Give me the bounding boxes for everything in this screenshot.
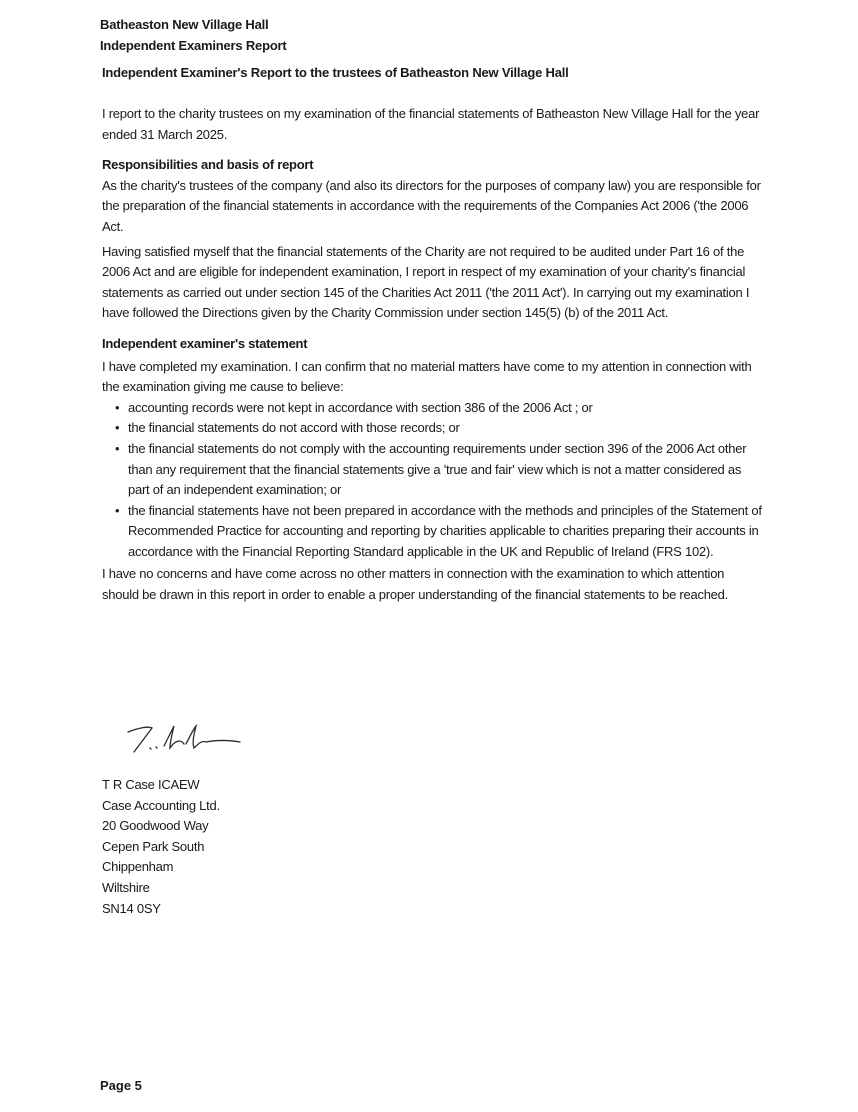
bullet-text: accounting records were not kept in accordance with section 386 of the 2006 Act ; or	[128, 399, 593, 415]
bullet-glyph: •	[115, 399, 120, 415]
list-item	[102, 439, 762, 501]
responsibilities-paragraph-2: Having satisfied myself that the financial statements of the Charity are not required to be audited under Part 16 of the 2006 Act and are eligible for independent examination, I report in respect of my examination of your charity's financial statements as carried out under section 145 of the Charities Act 2011 ('the 2011 Act'). In carrying out my examination I have followed the Directions given by the Charity Commission under section 145(5) (b) of the 2011 Act.	[102, 243, 750, 321]
header-org-name: Batheaston New Village Hall	[100, 17, 269, 32]
signatory-block	[102, 775, 220, 919]
address-line: 20 Goodwood Way	[102, 818, 209, 834]
list-item	[102, 398, 762, 419]
page-number: Page 5	[100, 1078, 142, 1093]
header-report-name: Independent Examiners Report	[100, 38, 287, 53]
statement-paragraph-1: I have completed my examination. I can confirm that no material matters have come to my attention in connection with the examination giving me cause to believe:	[102, 358, 752, 395]
responsibilities-paragraph-1: As the charity's trustees of the company (and also its directors for the purposes of company law) you are responsible for the preparation of the financial statements in accordance with the requirements of the Companies Act 2006 ('the 2006 Act.	[102, 177, 761, 234]
signature-image	[120, 718, 250, 758]
closing-paragraph: I have no concerns and have come across no other matters in connection with the examination to which attention should be drawn in this report in order to enable a proper understanding of the financial statements to be reached.	[102, 566, 728, 603]
address-line: Wiltshire	[102, 879, 150, 895]
report-body	[102, 104, 762, 606]
address-line: Cepen Park South	[102, 838, 205, 854]
bullet-text: the financial statements have not been prepared in accordance with the methods and principles of the Statement of Recommended Practice for accounting and reporting by charities applicable to charities preparing their accounts in accordance with the Financial Reporting Standard applicable in the UK and Republic of Ireland (FRS 102).	[128, 502, 762, 559]
bullet-text: the financial statements do not comply with the accounting requirements under section 396 of the 2006 Act other than any requirement that the financial statements give a 'true and fair' view which is not a matter considered as part of an independent examination; or	[128, 440, 747, 498]
intro-paragraph: I report to the charity trustees on my examination of the financial statements of Batheaston New Village Hall for the year ended 31 March 2025.	[102, 106, 760, 142]
statement-bullet-list	[102, 398, 762, 563]
bullet-text: the financial statements do not accord with those records; or	[128, 420, 460, 436]
bullet-glyph: •	[115, 420, 120, 436]
signatory-firm: Case Accounting Ltd.	[102, 797, 220, 813]
bullet-glyph: •	[115, 440, 120, 456]
statement-heading: Independent examiner's statement	[102, 335, 308, 351]
list-item	[102, 418, 762, 439]
signatory-name: T R Case ICAEW	[102, 777, 200, 792]
address-line: Chippenham	[102, 859, 174, 875]
address-line: SN14 0SY	[102, 900, 161, 916]
responsibilities-heading: Responsibilities and basis of report	[102, 157, 314, 173]
bullet-glyph: •	[115, 502, 120, 518]
report-title: Independent Examiner's Report to the trustees of Batheaston New Village Hall	[102, 65, 569, 80]
list-item	[102, 501, 762, 563]
